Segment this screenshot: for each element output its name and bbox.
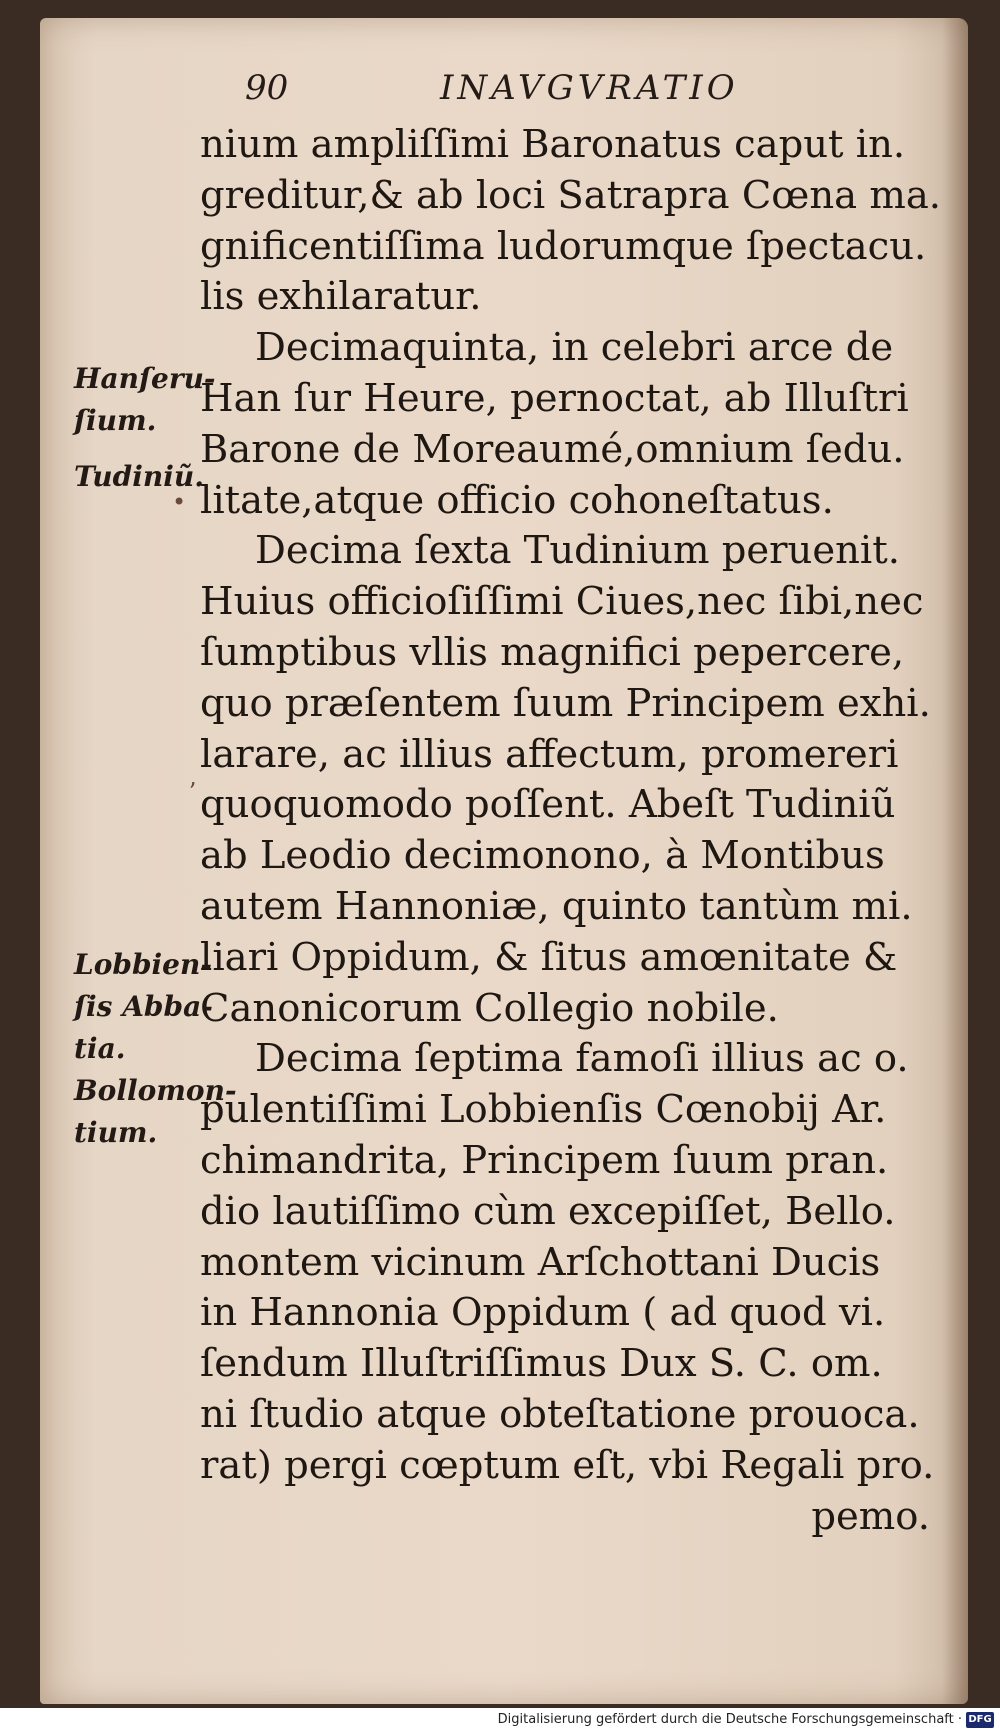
running-title: INAVGVRATIO (440, 68, 739, 108)
text-line: gnificentiſſima ludorumque ſpectacu. (200, 223, 927, 269)
text-line: Barone de Moreaumé,omnium ſedu. (200, 426, 905, 472)
margin-note-line: ſis Abba- (74, 990, 213, 1023)
text-line: nium ampliſſimi Baronatus caput in. (200, 122, 906, 167)
text-line: ab Leodio decimonono, à Montibus (200, 833, 885, 879)
text-line: quoquomodo poſſent. Abeſt Tudiniũ (200, 782, 896, 828)
text-line: lis exhilaratur. (200, 274, 482, 320)
running-head (40, 58, 968, 118)
text-line: larare, ac illius affectum, promereri (200, 731, 899, 777)
text-line: pulentiſſimi Lobbienſis Cœnobij Ar. (200, 1087, 887, 1133)
text-line: ſumptibus vllis magnifici pepercere, (200, 629, 905, 675)
text-line: litate,atque officio cohoneſtatus. (200, 477, 834, 523)
ink-speck: • (172, 488, 187, 516)
text-line: Decima ſeptima famoſi illius ac o. (255, 1036, 909, 1082)
funding-credit: Digitalisierung gefördert durch die Deutsche Forschungsgemeinschaft · (497, 1712, 962, 1727)
text-line: ni ſtudio atque obteſtatione prouoca. (200, 1391, 920, 1437)
margin-note-tudinium (74, 456, 224, 498)
margin-note-line: tia. (74, 1032, 126, 1065)
text-line: Canonicorum Collegio nobile. (200, 985, 779, 1031)
text-line: greditur,& ab loci Satrapra Cœna ma. (200, 172, 942, 218)
text-line: dio lautiſſimo cùm excepiſſet, Bello. (200, 1188, 896, 1234)
margin-note-line: ſium. (74, 404, 157, 437)
text-line: rat) pergi cœptum eſt, vbi Regali pro. (200, 1442, 935, 1488)
margin-note-lobbiensis (74, 944, 224, 1070)
text-line: liari Oppidum, & ſitus amœnitate & (200, 934, 898, 980)
margin-note-line: Tudiniũ. (74, 460, 204, 493)
margin-note-line: tium. (74, 1116, 158, 1149)
page-number: 90 (245, 68, 289, 108)
text-line: Han ſur Heure, pernoctat, ab Illuſtri (200, 375, 909, 421)
text-line: ſendum Illuſtriſſimus Dux S. C. om. (200, 1341, 883, 1387)
margin-note-line: Hanſeru- (74, 362, 216, 395)
ink-speck: ʼ (188, 778, 196, 806)
dfg-logo: DFG (966, 1712, 994, 1728)
catchword: pemo. (811, 1493, 930, 1539)
digitization-footer (0, 1708, 1000, 1735)
text-line: Huius officioſiſſimi Ciues,nec ſibi,nec (200, 579, 924, 625)
text-line: Decima ſexta Tudinium peruenit. (255, 528, 900, 574)
margin-note-line: Bollomon- (74, 1074, 237, 1107)
margin-note-hanserusium (74, 358, 224, 442)
text-line: in Hannonia Oppidum ( ad quod vi. (200, 1290, 886, 1336)
body-text (200, 120, 942, 1542)
text-line: montem vicinum Arſchottani Ducis (200, 1239, 881, 1285)
margin-note-line: Lobbien- (74, 948, 212, 981)
text-line: Decimaquinta, in celebri arce de (255, 325, 894, 371)
page-edge-shadow (942, 18, 968, 1704)
margin-note-bollomontium (74, 1070, 237, 1154)
book-page (40, 18, 968, 1704)
text-line: autem Hannoniæ, quinto tantùm mi. (200, 883, 913, 929)
text-line: chimandrita, Principem ſuum pran. (200, 1137, 889, 1183)
text-line: quo præſentem ſuum Principem exhi. (200, 680, 931, 726)
